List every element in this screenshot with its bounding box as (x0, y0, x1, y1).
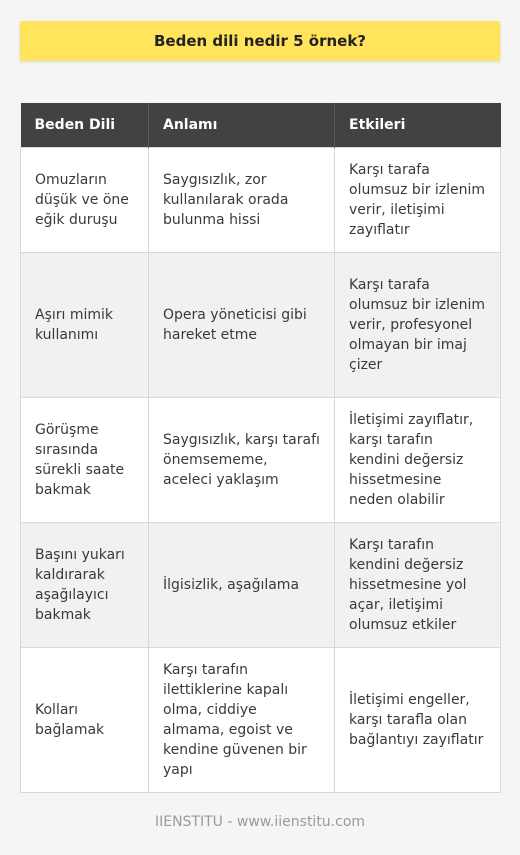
header-etkileri: Etkileri (335, 103, 501, 148)
table-row (21, 523, 501, 648)
footer-credit: IIENSTITU - www.iienstitu.com (154, 814, 366, 830)
table-row (21, 148, 501, 253)
cell-meaning: Karşı tarafın ilettiklerine kapalı olma, ciddiye almama, egoist ve kendine güvenen bir yapı (149, 648, 335, 793)
cell-meaning: Saygısızlık, zor kullanılarak orada bulunma hissi (149, 148, 335, 253)
table-row (21, 398, 501, 523)
cell-body-language: Kolları bağlamak (21, 648, 149, 793)
cell-meaning: Opera yöneticisi gibi hareket etme (149, 253, 335, 398)
cell-effects: İletişimi engeller, karşı tarafla olan bağlantıyı zayıflatır (335, 648, 501, 793)
cell-body-language: Görüşme sırasında sürekli saate bakmak (21, 398, 149, 523)
table-row (21, 648, 501, 793)
header-anlami: Anlamı (149, 103, 335, 148)
cell-effects: Karşı tarafa olumsuz bir izlenim verir, iletişimi zayıflatır (335, 148, 501, 253)
cell-body-language: Omuzların düşük ve öne eğik duruşu (21, 148, 149, 253)
cell-effects: Karşı tarafın kendini değersiz hissetmesine yol açar, iletişimi olumsuz etkiler (335, 523, 501, 648)
table-header-row (21, 103, 501, 148)
cell-body-language: Aşırı mimik kullanımı (21, 253, 149, 398)
table-row (21, 253, 501, 398)
cell-effects: İletişimi zayıflatır, karşı tarafın kendini değersiz hissetmesine neden olabilir (335, 398, 501, 523)
cell-body-language: Başını yukarı kaldırarak aşağılayıcı bakmak (21, 523, 149, 648)
cell-effects: Karşı tarafa olumsuz bir izlenim verir, profesyonel olmayan bir imaj çizer (335, 253, 501, 398)
page-title: Beden dili nedir 5 örnek? (20, 21, 500, 61)
cell-meaning: Saygısızlık, karşı tarafı önemsememe, aceleci yaklaşım (149, 398, 335, 523)
header-beden-dili: Beden Dili (21, 103, 149, 148)
cell-meaning: İlgisizlik, aşağılama (149, 523, 335, 648)
body-language-table (20, 103, 501, 793)
